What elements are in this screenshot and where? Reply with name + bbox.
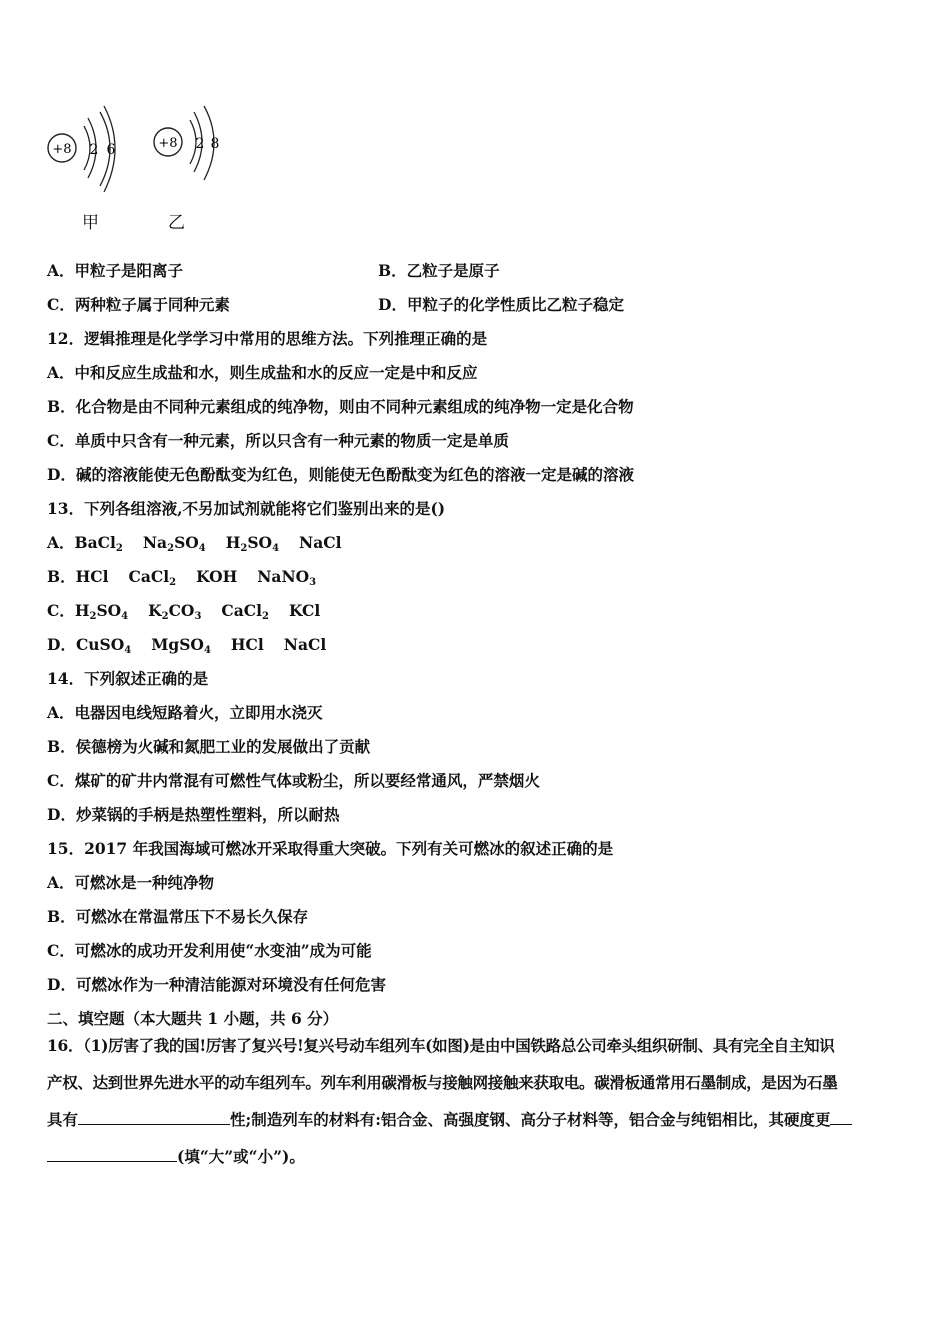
atom-yi-diagram (154, 106, 219, 180)
q16-line-3 (47, 1110, 852, 1130)
q15-stem: 15．2017 年我国海域可燃冰开采取得重大突破。下列有关可燃冰的叙述正确的是 (47, 839, 614, 858)
q16-line-4 (47, 1147, 305, 1167)
formula-sub: 4 (121, 611, 129, 622)
formula-sub: 2 (167, 543, 175, 554)
q14-stem: 14．下列叙述正确的是 (47, 669, 209, 688)
formula-part: KCl (288, 601, 321, 620)
formula-sub: 2 (240, 543, 248, 554)
atom-yi-nucleus-charge: +8 (158, 136, 178, 151)
q13-option-a (47, 533, 341, 553)
formula-sub: 4 (198, 543, 206, 554)
formula-part: H (74, 601, 90, 620)
q13-option-c (47, 601, 320, 621)
q11-option-c: C．两种粒子属于同种元素 (47, 295, 230, 314)
atom-yi-shell1-count: 2 (195, 136, 205, 152)
formula-sub: 4 (124, 645, 132, 656)
q14-option-c: C．煤矿的矿井内常混有可燃性气体或粉尘，所以要经常通风，严禁烟火 (47, 771, 540, 790)
q16-line-2: 产权、达到世界先进水平的动车组列车。列车利用碳滑板与接触网接触来获取电。碳滑板通常用石墨制成，是因为石墨 (47, 1073, 838, 1092)
formula-part: CaCl (221, 601, 263, 620)
q14-option-a: A．电器因电线短路着火，立即用水浇灭 (47, 703, 323, 722)
atom-yi-label: 乙 (168, 213, 185, 233)
formula-part: HCl (75, 567, 109, 586)
formula-part: BaCl (74, 533, 116, 552)
q13-option-b (47, 567, 316, 587)
q15-option-c: C．可燃冰的成功开发利用使“水变油”成为可能 (47, 941, 372, 960)
q15-option-d: D．可燃冰作为一种清洁能源对环境没有任何危害 (47, 975, 386, 994)
formula-part: CO (168, 601, 195, 620)
formula-part: H (225, 533, 241, 552)
formula-sub: 2 (262, 611, 269, 622)
formula-sub: 4 (203, 645, 211, 656)
formula-part: CuSO (75, 635, 125, 654)
q15-option-b: B．可燃冰在常温常压下不易长久保存 (47, 907, 309, 926)
answer-blank-1[interactable] (78, 1110, 230, 1125)
q11-option-d: D．甲粒子的化学性质比乙粒子稳定 (378, 295, 624, 314)
formula-sub: 3 (194, 611, 202, 622)
formula-sub: 2 (89, 611, 97, 622)
atom-jia-shell2-count: 6 (106, 142, 116, 158)
q12-option-a: A．中和反应生成盐和水，则生成盐和水的反应一定是中和反应 (47, 363, 478, 382)
q14-option-b: B．侯德榜为火碱和氮肥工业的发展做出了贡献 (47, 737, 371, 756)
formula-sub: 4 (272, 543, 280, 554)
section-2-title: 二、填空题（本大题共 1 小题，共 6 分） (47, 1009, 339, 1028)
q13-option-d (47, 635, 326, 655)
q16-line-1: 16．（1)厉害了我的国!厉害了复兴号!复兴号动车组列车(如图)是由中国铁路总公司牵头组织研制、具有完全自主知识 (47, 1036, 835, 1055)
formula-part: SO (96, 601, 122, 620)
atom-jia-diagram (48, 106, 116, 192)
formula-sub: 2 (161, 611, 169, 622)
q16-line-3-middle: 性;制造列车的材料有:铝合金、高强度钢、高分子材料等，铝合金与纯铝相比，其硬度更 (230, 1110, 831, 1129)
formula-part: NaCl (283, 635, 327, 654)
formula-part: NaNO (257, 567, 310, 586)
formula-sub: 2 (169, 577, 177, 588)
formula-sub: 2 (115, 543, 123, 554)
q14-option-d: D．炒菜锅的手柄是热塑性塑料，所以耐热 (47, 805, 340, 824)
q13-d-label: D． (47, 635, 76, 654)
q12-option-d: D．碱的溶液能使无色酚酞变为红色，则能使无色酚酞变为红色的溶液一定是碱的溶液 (47, 465, 634, 484)
formula-part: SO (174, 533, 199, 552)
q13-stem: 13．下列各组溶液,不另加试剂就能将它们鉴别出来的是() (47, 499, 446, 518)
q12-option-c: C．单质中只含有一种元素，所以只含有一种元素的物质一定是单质 (47, 431, 509, 450)
q15-option-a: A．可燃冰是一种纯净物 (47, 873, 215, 892)
q12-stem: 12．逻辑推理是化学学习中常用的思维方法。下列推理正确的是 (47, 329, 488, 348)
formula-sub: 3 (309, 577, 317, 588)
formula-part: K (148, 601, 162, 620)
formula-part: HCl (230, 635, 264, 654)
q13-c-label: C． (47, 601, 75, 620)
formula-part: Na (142, 533, 168, 552)
atom-diagrams-svg (40, 100, 240, 210)
q13-b-label: B． (47, 567, 76, 586)
q11-option-b: B．乙粒子是原子 (378, 261, 500, 280)
atom-jia-nucleus-charge: +8 (52, 142, 72, 157)
atom-jia-shell1-count: 2 (89, 142, 99, 158)
q11-option-a: A．甲粒子是阳离子 (47, 261, 184, 280)
atom-yi-shell2-count: 8 (210, 136, 220, 152)
formula-part: NaCl (299, 533, 342, 552)
formula-part: MgSO (151, 635, 204, 654)
q16-line-3-prefix: 具有 (47, 1110, 79, 1129)
formula-part: KOH (196, 567, 238, 586)
atom-structure-figure (40, 100, 240, 240)
formula-part: CaCl (128, 567, 170, 586)
q12-option-b: B．化合物是由不同种元素组成的纯净物，则由不同种元素组成的纯净物一定是化合物 (47, 397, 634, 416)
answer-blank-2[interactable] (47, 1147, 177, 1162)
atom-jia-label: 甲 (82, 213, 99, 233)
q13-a-label: A． (47, 533, 75, 552)
formula-part: SO (247, 533, 273, 552)
q16-line-4-suffix: (填“大”或“小”)。 (177, 1147, 305, 1166)
answer-blank-2-start[interactable] (830, 1110, 852, 1125)
